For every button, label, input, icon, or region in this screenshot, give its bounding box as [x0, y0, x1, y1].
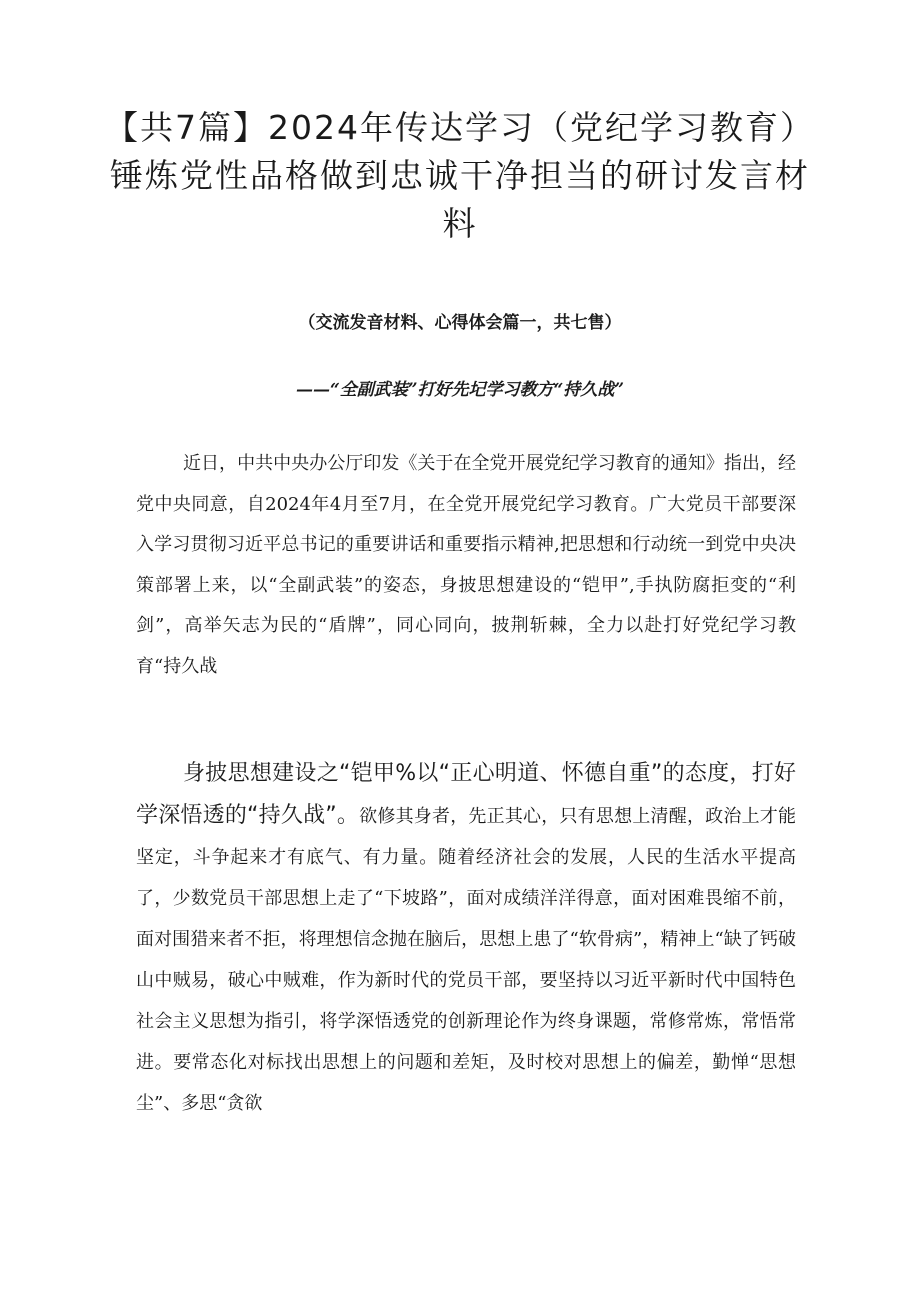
- paragraph-body-text: 欲修其身者，先正其心，只有思想上清醒，政治上才能坚定，斗争起来才有底气、有力量。随着经济社会的发展，人民的生活水平提高了，少数党员干部思想上走了“下坡路”，面对成绩洋洋得意，面对困难畏缩不前，面对围猎来者不拒，将理想信念抛在脑后，思想上患了“软骨病”，精神上“缺了钙破山中贼易，破心中贼难，作为新时代的党员干部，要坚持以习近平新时代中国特色社会主义思想为指引，将学深悟透党的创新理论作为终身课题，常修常炼，常悟常进。要常态化对标找出思想上的问题和差矩，及时校对思想上的偏差，勤惮“思想尘”、多思“贪欲: [136, 806, 797, 1114]
- document-tagline: ——“全副武装”打好先圮学习教方“持久战”: [295, 380, 625, 400]
- document-subtitle: （交流发音材料、心得体会篇一，共七售）: [298, 313, 622, 333]
- body-paragraph-2: [136, 753, 796, 1124]
- body-paragraph-1: 近日，中共中央办公厅印发《关于在全党开展党纪学习教育的通知》指出，经党中央同意，自2024年4月至7月，在全党开展党纪学习教育。广大党员干部要深入学习贯彻习近平总书记的重要讲话和重要指示精神,把思想和行动统一到党中央决策部署上来，以“全副武装”的姿态，身披思想建设的“铠甲”,手执防腐拒变的“利剑”，高举矢志为民的“盾牌”，同心同向，披荆斩棘，全力以赴打好党纪学习教育“持久战: [136, 453, 796, 677]
- paragraph-lead-heading: 身披思想建设之“铠甲%以“正心明道、怀德自重”的态度，打好学深悟透的“持久战”。: [136, 761, 796, 828]
- document-title: 【共7篇】2024年传达学习（党纪学习教育）锤炼党性品格做到忠诚干净担当的研讨发言材料: [105, 108, 815, 243]
